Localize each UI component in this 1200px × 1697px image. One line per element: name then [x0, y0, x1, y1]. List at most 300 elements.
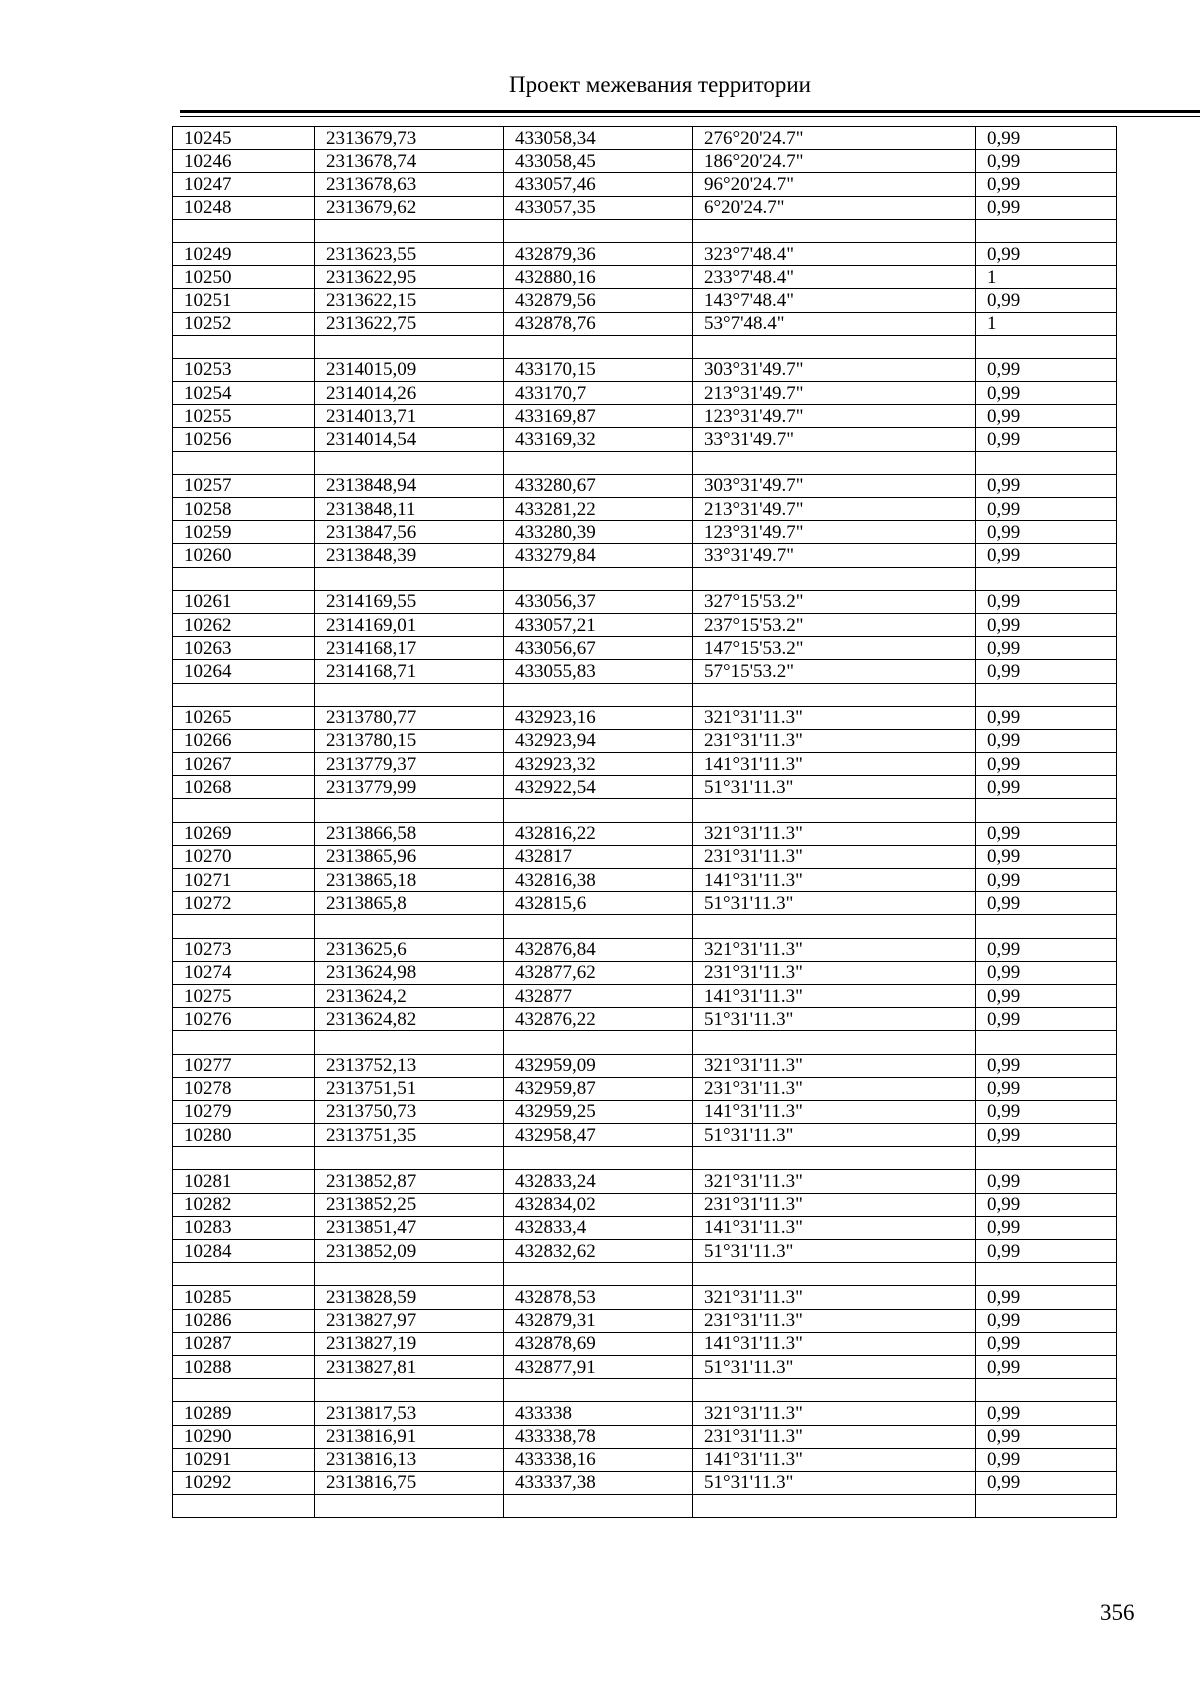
point-number-cell [173, 451, 315, 474]
bearing-cell: 321°31'11.3" [693, 1286, 976, 1309]
page-number: 356 [1100, 1600, 1135, 1625]
y-coordinate-cell: 432816,22 [504, 822, 693, 845]
bearing-cell [693, 1495, 976, 1518]
bearing-cell: 123°31'49.7" [693, 405, 976, 428]
bearing-cell [693, 451, 976, 474]
page-title: Проект межевания территории [509, 72, 811, 97]
x-coordinate-cell: 2313827,19 [315, 1332, 504, 1355]
separator-row [173, 1495, 1117, 1518]
point-number-cell: 10263 [173, 637, 315, 660]
point-number-cell: 10292 [173, 1471, 315, 1494]
y-coordinate-cell: 433338 [504, 1402, 693, 1425]
bearing-cell: 147°15'53.2" [693, 637, 976, 660]
point-number-cell: 10256 [173, 428, 315, 451]
y-coordinate-cell [504, 1379, 693, 1402]
y-coordinate-cell: 432879,31 [504, 1309, 693, 1332]
bearing-cell: 321°31'11.3" [693, 938, 976, 961]
bearing-cell: 231°31'11.3" [693, 845, 976, 868]
y-coordinate-cell: 432817 [504, 845, 693, 868]
y-coordinate-cell: 432815,6 [504, 892, 693, 915]
distance-cell: 0,99 [976, 706, 1117, 729]
distance-cell: 1 [976, 266, 1117, 289]
table-row [173, 1077, 1117, 1100]
point-number-cell: 10257 [173, 474, 315, 497]
point-number-cell: 10266 [173, 729, 315, 752]
y-coordinate-cell: 432877 [504, 984, 693, 1007]
x-coordinate-cell: 2313623,55 [315, 242, 504, 265]
distance-cell: 0,99 [976, 1100, 1117, 1123]
point-number-cell: 10288 [173, 1355, 315, 1378]
table-row [173, 1448, 1117, 1471]
separator-row [173, 1263, 1117, 1286]
y-coordinate-cell: 433058,45 [504, 150, 693, 173]
point-number-cell: 10274 [173, 961, 315, 984]
bearing-cell [693, 915, 976, 938]
y-coordinate-cell [504, 799, 693, 822]
distance-cell: 0,99 [976, 382, 1117, 405]
bearing-cell [693, 335, 976, 358]
table-row [173, 266, 1117, 289]
bearing-cell: 141°31'11.3" [693, 1100, 976, 1123]
separator-row [173, 567, 1117, 590]
bearing-cell: 51°31'11.3" [693, 892, 976, 915]
y-coordinate-cell: 432923,94 [504, 729, 693, 752]
x-coordinate-cell: 2313752,13 [315, 1054, 504, 1077]
distance-cell: 0,99 [976, 544, 1117, 567]
point-number-cell: 10278 [173, 1077, 315, 1100]
x-coordinate-cell: 2314015,09 [315, 358, 504, 381]
separator-row [173, 451, 1117, 474]
y-coordinate-cell [504, 335, 693, 358]
x-coordinate-cell [315, 451, 504, 474]
point-number-cell [173, 915, 315, 938]
x-coordinate-cell: 2314169,55 [315, 590, 504, 613]
distance-cell [976, 1495, 1117, 1518]
y-coordinate-cell [504, 1147, 693, 1170]
y-coordinate-cell: 433057,46 [504, 173, 693, 196]
distance-cell: 0,99 [976, 1054, 1117, 1077]
table-row [173, 1332, 1117, 1355]
distance-cell: 1 [976, 312, 1117, 335]
y-coordinate-cell [504, 1495, 693, 1518]
table-row [173, 382, 1117, 405]
x-coordinate-cell: 2313848,11 [315, 498, 504, 521]
table-row [173, 196, 1117, 219]
x-coordinate-cell: 2313851,47 [315, 1216, 504, 1239]
y-coordinate-cell: 433170,7 [504, 382, 693, 405]
x-coordinate-cell: 2314014,54 [315, 428, 504, 451]
separator-row [173, 335, 1117, 358]
bearing-cell [693, 567, 976, 590]
separator-row [173, 1147, 1117, 1170]
bearing-cell [693, 1031, 976, 1054]
point-number-cell: 10258 [173, 498, 315, 521]
table-row [173, 405, 1117, 428]
bearing-cell: 33°31'49.7" [693, 544, 976, 567]
y-coordinate-cell: 432880,16 [504, 266, 693, 289]
table-row [173, 637, 1117, 660]
point-number-cell: 10250 [173, 266, 315, 289]
table-row [173, 289, 1117, 312]
bearing-cell: 141°31'11.3" [693, 753, 976, 776]
bearing-cell: 303°31'49.7" [693, 474, 976, 497]
point-number-cell: 10247 [173, 173, 315, 196]
y-coordinate-cell: 433057,21 [504, 613, 693, 636]
x-coordinate-cell: 2313622,15 [315, 289, 504, 312]
x-coordinate-cell: 2313847,56 [315, 521, 504, 544]
bearing-cell [693, 799, 976, 822]
separator-row [173, 219, 1117, 242]
table-row [173, 1170, 1117, 1193]
distance-cell: 0,99 [976, 892, 1117, 915]
x-coordinate-cell: 2313679,62 [315, 196, 504, 219]
bearing-cell: 231°31'11.3" [693, 1425, 976, 1448]
bearing-cell: 276°20'24.7" [693, 127, 976, 150]
x-coordinate-cell [315, 1147, 504, 1170]
table-row [173, 706, 1117, 729]
table-row [173, 498, 1117, 521]
x-coordinate-cell: 2313852,87 [315, 1170, 504, 1193]
x-coordinate-cell [315, 567, 504, 590]
point-number-cell: 10264 [173, 660, 315, 683]
x-coordinate-cell: 2313780,15 [315, 729, 504, 752]
table-row [173, 1286, 1117, 1309]
x-coordinate-cell: 2313751,51 [315, 1077, 504, 1100]
x-coordinate-cell [315, 1379, 504, 1402]
distance-cell: 0,99 [976, 242, 1117, 265]
x-coordinate-cell: 2313816,75 [315, 1471, 504, 1494]
bearing-cell: 231°31'11.3" [693, 961, 976, 984]
point-number-cell: 10248 [173, 196, 315, 219]
bearing-cell: 321°31'11.3" [693, 1170, 976, 1193]
distance-cell: 0,99 [976, 729, 1117, 752]
table-row [173, 1402, 1117, 1425]
x-coordinate-cell: 2313827,97 [315, 1309, 504, 1332]
bearing-cell: 237°15'53.2" [693, 613, 976, 636]
point-number-cell: 10268 [173, 776, 315, 799]
x-coordinate-cell: 2313866,58 [315, 822, 504, 845]
table-row [173, 845, 1117, 868]
distance-cell: 0,99 [976, 405, 1117, 428]
table-row [173, 1193, 1117, 1216]
y-coordinate-cell: 432879,36 [504, 242, 693, 265]
bearing-cell: 96°20'24.7" [693, 173, 976, 196]
distance-cell [976, 683, 1117, 706]
point-number-cell: 10285 [173, 1286, 315, 1309]
distance-cell: 0,99 [976, 127, 1117, 150]
bearing-cell: 141°31'11.3" [693, 1216, 976, 1239]
y-coordinate-cell [504, 1263, 693, 1286]
y-coordinate-cell: 433056,67 [504, 637, 693, 660]
distance-cell [976, 567, 1117, 590]
x-coordinate-cell: 2313865,18 [315, 869, 504, 892]
x-coordinate-cell: 2313622,95 [315, 266, 504, 289]
table-row [173, 869, 1117, 892]
y-coordinate-cell: 432959,87 [504, 1077, 693, 1100]
bearing-cell: 231°31'11.3" [693, 729, 976, 752]
y-coordinate-cell: 432878,53 [504, 1286, 693, 1309]
y-coordinate-cell: 432959,25 [504, 1100, 693, 1123]
y-coordinate-cell: 433056,37 [504, 590, 693, 613]
x-coordinate-cell: 2313624,98 [315, 961, 504, 984]
distance-cell: 0,99 [976, 1471, 1117, 1494]
distance-cell [976, 451, 1117, 474]
bearing-cell: 231°31'11.3" [693, 1193, 976, 1216]
distance-cell [976, 915, 1117, 938]
table-row [173, 729, 1117, 752]
bearing-cell: 6°20'24.7" [693, 196, 976, 219]
table-row [173, 1054, 1117, 1077]
y-coordinate-cell: 433280,67 [504, 474, 693, 497]
y-coordinate-cell: 432922,54 [504, 776, 693, 799]
coordinates-table [172, 126, 1117, 1518]
table-row [173, 776, 1117, 799]
table-row [173, 1008, 1117, 1031]
distance-cell: 0,99 [976, 961, 1117, 984]
distance-cell: 0,99 [976, 590, 1117, 613]
distance-cell: 0,99 [976, 1425, 1117, 1448]
bearing-cell: 141°31'11.3" [693, 984, 976, 1007]
y-coordinate-cell: 432879,56 [504, 289, 693, 312]
x-coordinate-cell [315, 1495, 504, 1518]
table-row [173, 544, 1117, 567]
x-coordinate-cell [315, 1031, 504, 1054]
x-coordinate-cell: 2314169,01 [315, 613, 504, 636]
point-number-cell: 10291 [173, 1448, 315, 1471]
x-coordinate-cell: 2313780,77 [315, 706, 504, 729]
point-number-cell [173, 1379, 315, 1402]
table-row [173, 428, 1117, 451]
distance-cell: 0,99 [976, 150, 1117, 173]
y-coordinate-cell [504, 451, 693, 474]
y-coordinate-cell: 432923,32 [504, 753, 693, 776]
point-number-cell: 10259 [173, 521, 315, 544]
bearing-cell: 51°31'11.3" [693, 1471, 976, 1494]
distance-cell [976, 335, 1117, 358]
distance-cell: 0,99 [976, 822, 1117, 845]
point-number-cell: 10249 [173, 242, 315, 265]
bearing-cell: 141°31'11.3" [693, 869, 976, 892]
bearing-cell: 321°31'11.3" [693, 706, 976, 729]
x-coordinate-cell: 2314014,26 [315, 382, 504, 405]
x-coordinate-cell: 2313816,13 [315, 1448, 504, 1471]
y-coordinate-cell: 433055,83 [504, 660, 693, 683]
point-number-cell: 10245 [173, 127, 315, 150]
distance-cell: 0,99 [976, 660, 1117, 683]
distance-cell: 0,99 [976, 1193, 1117, 1216]
x-coordinate-cell: 2313678,74 [315, 150, 504, 173]
point-number-cell [173, 219, 315, 242]
y-coordinate-cell: 432877,91 [504, 1355, 693, 1378]
distance-cell: 0,99 [976, 1216, 1117, 1239]
distance-cell: 0,99 [976, 1448, 1117, 1471]
x-coordinate-cell [315, 1263, 504, 1286]
point-number-cell: 10276 [173, 1008, 315, 1031]
table-row [173, 1240, 1117, 1263]
bearing-cell: 51°31'11.3" [693, 1124, 976, 1147]
point-number-cell: 10289 [173, 1402, 315, 1425]
bearing-cell: 51°31'11.3" [693, 1240, 976, 1263]
distance-cell [976, 1147, 1117, 1170]
table-row [173, 938, 1117, 961]
point-number-cell: 10287 [173, 1332, 315, 1355]
distance-cell: 0,99 [976, 1286, 1117, 1309]
bearing-cell: 213°31'49.7" [693, 498, 976, 521]
y-coordinate-cell: 433169,32 [504, 428, 693, 451]
point-number-cell: 10282 [173, 1193, 315, 1216]
bearing-cell: 321°31'11.3" [693, 822, 976, 845]
y-coordinate-cell [504, 683, 693, 706]
table-row [173, 358, 1117, 381]
bearing-cell: 321°31'11.3" [693, 1054, 976, 1077]
table-row [173, 521, 1117, 544]
table-row [173, 1355, 1117, 1378]
y-coordinate-cell: 433170,15 [504, 358, 693, 381]
x-coordinate-cell: 2313827,81 [315, 1355, 504, 1378]
x-coordinate-cell: 2313852,09 [315, 1240, 504, 1263]
separator-row [173, 1031, 1117, 1054]
distance-cell: 0,99 [976, 845, 1117, 868]
point-number-cell: 10260 [173, 544, 315, 567]
x-coordinate-cell: 2314168,17 [315, 637, 504, 660]
table-row [173, 753, 1117, 776]
bearing-cell [693, 219, 976, 242]
point-number-cell: 10281 [173, 1170, 315, 1193]
table-row [173, 1100, 1117, 1123]
bearing-cell: 143°7'48.4" [693, 289, 976, 312]
distance-cell: 0,99 [976, 1008, 1117, 1031]
distance-cell: 0,99 [976, 1240, 1117, 1263]
point-number-cell: 10261 [173, 590, 315, 613]
point-number-cell [173, 1031, 315, 1054]
point-number-cell [173, 799, 315, 822]
y-coordinate-cell: 432878,69 [504, 1332, 693, 1355]
x-coordinate-cell [315, 219, 504, 242]
distance-cell: 0,99 [976, 498, 1117, 521]
distance-cell [976, 219, 1117, 242]
table-row [173, 312, 1117, 335]
y-coordinate-cell: 433058,34 [504, 127, 693, 150]
table-row [173, 242, 1117, 265]
x-coordinate-cell: 2313750,73 [315, 1100, 504, 1123]
header-rule-thin [180, 116, 1200, 117]
coordinates-table-body [173, 127, 1117, 1518]
x-coordinate-cell: 2313622,75 [315, 312, 504, 335]
table-row [173, 150, 1117, 173]
distance-cell: 0,99 [976, 521, 1117, 544]
distance-cell: 0,99 [976, 289, 1117, 312]
point-number-cell: 10253 [173, 358, 315, 381]
y-coordinate-cell: 433169,87 [504, 405, 693, 428]
x-coordinate-cell [315, 335, 504, 358]
distance-cell: 0,99 [976, 428, 1117, 451]
point-number-cell: 10290 [173, 1425, 315, 1448]
x-coordinate-cell: 2313852,25 [315, 1193, 504, 1216]
table-row [173, 1216, 1117, 1239]
point-number-cell: 10271 [173, 869, 315, 892]
distance-cell [976, 799, 1117, 822]
y-coordinate-cell: 432878,76 [504, 312, 693, 335]
y-coordinate-cell: 432832,62 [504, 1240, 693, 1263]
bearing-cell: 327°15'53.2" [693, 590, 976, 613]
separator-row [173, 915, 1117, 938]
point-number-cell: 10269 [173, 822, 315, 845]
table-row [173, 1471, 1117, 1494]
distance-cell: 0,99 [976, 358, 1117, 381]
point-number-cell: 10246 [173, 150, 315, 173]
x-coordinate-cell: 2313624,2 [315, 984, 504, 1007]
x-coordinate-cell [315, 799, 504, 822]
bearing-cell: 51°31'11.3" [693, 1355, 976, 1378]
point-number-cell [173, 1147, 315, 1170]
point-number-cell: 10280 [173, 1124, 315, 1147]
point-number-cell [173, 567, 315, 590]
bearing-cell: 141°31'11.3" [693, 1448, 976, 1471]
y-coordinate-cell: 433057,35 [504, 196, 693, 219]
table-row [173, 127, 1117, 150]
x-coordinate-cell: 2313865,8 [315, 892, 504, 915]
point-number-cell: 10262 [173, 613, 315, 636]
y-coordinate-cell: 432877,62 [504, 961, 693, 984]
distance-cell: 0,99 [976, 1309, 1117, 1332]
distance-cell: 0,99 [976, 753, 1117, 776]
point-number-cell: 10273 [173, 938, 315, 961]
header-rule-thick [180, 110, 1200, 113]
x-coordinate-cell: 2313679,73 [315, 127, 504, 150]
bearing-cell: 141°31'11.3" [693, 1332, 976, 1355]
bearing-cell: 213°31'49.7" [693, 382, 976, 405]
x-coordinate-cell: 2313828,59 [315, 1286, 504, 1309]
distance-cell: 0,99 [976, 173, 1117, 196]
table-row [173, 173, 1117, 196]
table-row [173, 961, 1117, 984]
point-number-cell: 10279 [173, 1100, 315, 1123]
table-row [173, 613, 1117, 636]
x-coordinate-cell [315, 683, 504, 706]
distance-cell: 0,99 [976, 1332, 1117, 1355]
y-coordinate-cell: 433279,84 [504, 544, 693, 567]
bearing-cell: 51°31'11.3" [693, 1008, 976, 1031]
x-coordinate-cell: 2313848,39 [315, 544, 504, 567]
bearing-cell: 303°31'49.7" [693, 358, 976, 381]
bearing-cell: 51°31'11.3" [693, 776, 976, 799]
separator-row [173, 799, 1117, 822]
point-number-cell: 10267 [173, 753, 315, 776]
distance-cell: 0,99 [976, 613, 1117, 636]
bearing-cell [693, 683, 976, 706]
y-coordinate-cell: 432833,24 [504, 1170, 693, 1193]
x-coordinate-cell: 2313779,37 [315, 753, 504, 776]
y-coordinate-cell: 432834,02 [504, 1193, 693, 1216]
bearing-cell: 33°31'49.7" [693, 428, 976, 451]
point-number-cell [173, 335, 315, 358]
table-row [173, 660, 1117, 683]
bearing-cell: 53°7'48.4" [693, 312, 976, 335]
separator-row [173, 1379, 1117, 1402]
point-number-cell: 10252 [173, 312, 315, 335]
point-number-cell: 10272 [173, 892, 315, 915]
table-row [173, 1425, 1117, 1448]
bearing-cell: 186°20'24.7" [693, 150, 976, 173]
y-coordinate-cell: 432876,84 [504, 938, 693, 961]
y-coordinate-cell: 432959,09 [504, 1054, 693, 1077]
table-row [173, 1309, 1117, 1332]
x-coordinate-cell: 2313751,35 [315, 1124, 504, 1147]
distance-cell [976, 1031, 1117, 1054]
y-coordinate-cell: 432923,16 [504, 706, 693, 729]
bearing-cell: 231°31'11.3" [693, 1309, 976, 1332]
x-coordinate-cell: 2313625,6 [315, 938, 504, 961]
